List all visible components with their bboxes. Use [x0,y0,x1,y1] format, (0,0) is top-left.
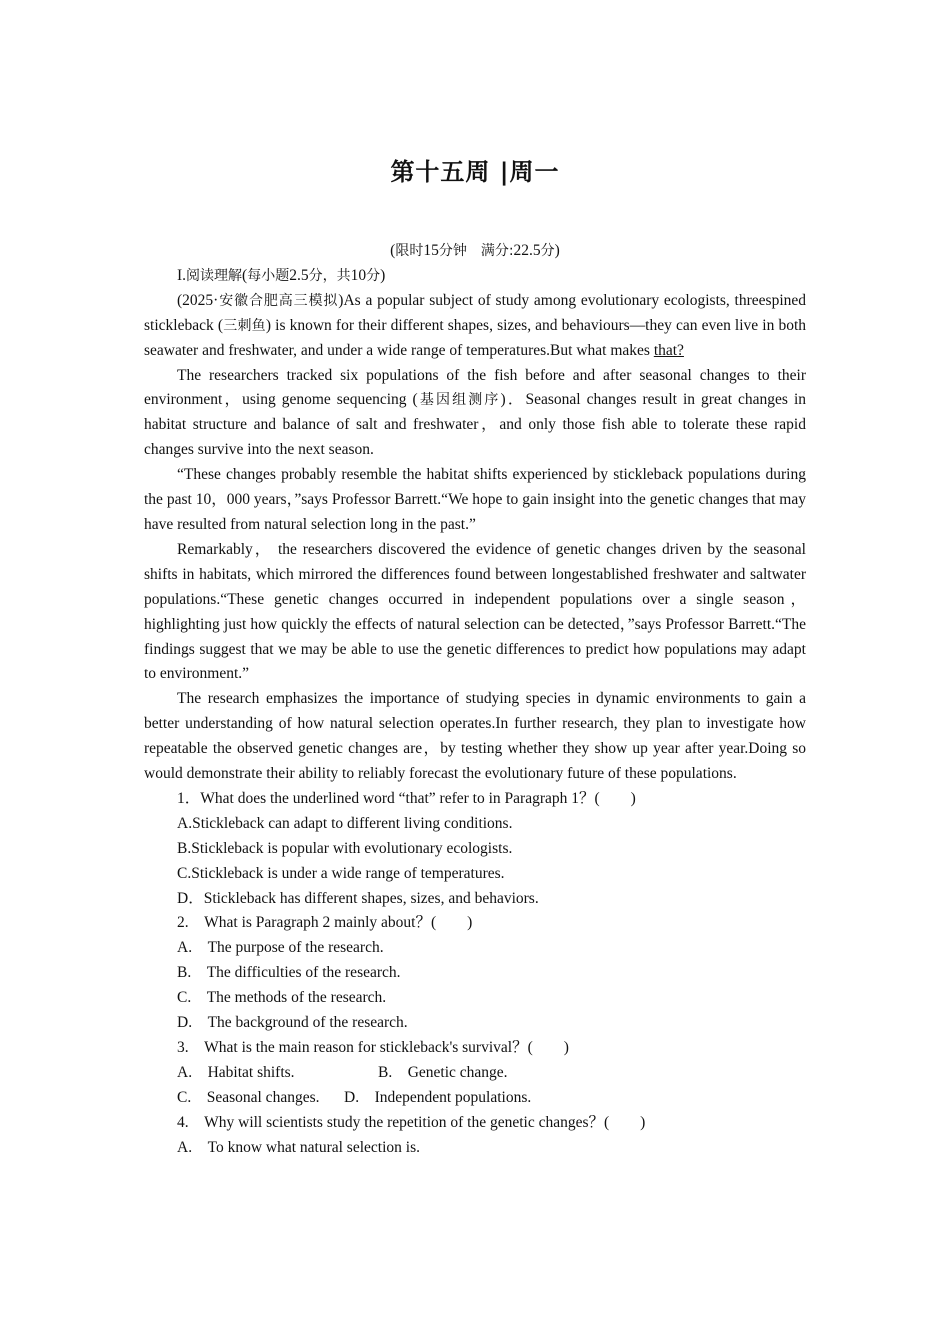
section-note-2: 分，共 [308,267,351,284]
source-year: (2025· [177,291,219,309]
paragraph-text: The researchers tracked six populations of the fish before and after seasonal changes to their environment，using genome sequencing ( [144,366,806,409]
paren-close: ) [380,266,386,284]
section-name: 阅读理解 [186,267,243,284]
points-unit: 分 [366,267,381,284]
gloss-text: 三刺鱼 [222,317,266,334]
score-label: 满分: [466,243,514,259]
question-2-option-a: A. The purpose of the research. [177,939,384,957]
question-1-stem: 1．What does the underlined word “that” refer to in Paragraph 1？( ) [177,789,636,807]
passage-paragraph-4: Remarkably， the researchers discovered the evidence of genetic changes driven by the seasonal shifts in habitats, which mirrored the differences found between longestablished freshwater and saltwater populations.“These genetic changes occurred in independent populations over a single season， highlighting just how quickly the effects of natural selection can be detected，”says Professor Barrett.“The findings suggest that we may be able to use the genetic differences to predict how populations may adapt to environment.” [144,540,806,683]
paren-open: ( [242,266,248,284]
source-close: ) [338,291,344,309]
question-1-option-b: B.Stickleback is popular with evolutionary ecologists. [177,839,513,857]
paragraph-text: )．Seasonal changes result in great changes in habitat structure and balance of salt and freshwater，and only those fish able to tolerate these rapid changes survive into the next season. [144,391,807,459]
passage-paragraph-1 [144,289,806,364]
paren-open: ( [390,242,396,259]
time-limit-line [144,239,806,264]
section-heading [144,264,806,289]
source-name: 安徽合肥高三模拟 [218,292,339,309]
question-4-stem: 4. Why will scientists study the repetition of the genetic changes？( ) [177,1113,646,1131]
worksheet-body [144,239,806,1161]
question-3-option-a: A. Habitat shifts. [177,1063,295,1081]
paren-close: ) [554,242,560,259]
passage-paragraph-3: “These changes probably resemble the habitat shifts experienced by stickleback populations during the past 10，000 years，”says Professor Barrett.“We hope to gain insight into the genetic changes that may have resulted from natural selection long in the past.” [144,466,806,533]
paragraph-text: As a popular subject of study among evolutionary ecologists, threespined stickleback ( [144,291,807,334]
question-1-option-c: C.Stickleback is under a wide range of temperatures. [177,864,505,882]
question-3-stem: 3. What is the main reason for stickleback's survival？( ) [177,1039,569,1056]
gloss-text: 基因组测序 [417,392,501,409]
question-2-stem: 2. What is Paragraph 2 mainly about？( ) [177,914,473,932]
passage-paragraph-5: The research emphasizes the importance of studying species in dynamic environments to gain a better understanding of how natural selection operates.In further research, they plan to investigate how repeatable the observed genetic changes are，by testing whether they show up year after year.Doing so would demonstrate their ability to reliably forecast the evolutionary future of these populations. [144,690,806,783]
question-2-option-d: D. The background of the research. [177,1014,408,1032]
question-3-option-c: C. Seasonal changes. [177,1088,320,1106]
section-note: 每小题 [247,267,290,284]
full-score: 22.5 [513,242,541,259]
question-3-option-b: B. Genetic change. [378,1063,508,1081]
paragraph-text: ) is known for their different shapes, sizes, and behaviours—they can even live in both seawater and freshwater, and under a wide range of temperatures.But what makes [144,316,806,359]
passage-paragraph-2 [144,364,806,464]
page-title: 第十五周 |周一 [390,158,560,186]
question-4-option-a: A. To know what natural selection is. [177,1138,420,1156]
minutes-unit: 分钟 [438,243,467,259]
question-2-option-c: C. The methods of the research. [177,989,387,1007]
question-1-option-d: D．Stickleback has different shapes, sizes, and behaviors. [177,889,539,907]
question-3-option-d: D. Independent populations. [344,1088,532,1106]
points-total: 10 [350,266,367,284]
question-2-option-b: B. The difficulties of the research. [177,964,401,982]
section-number: I. [177,266,187,284]
question-3-options-row-2 [144,1086,806,1111]
question-3-options-row-1 [144,1061,806,1086]
score-unit: 分 [540,243,555,259]
underlined-word: that? [653,341,684,359]
time-minutes: 15 [423,242,439,259]
question-1-option-a: A.Stickleback can adapt to different living conditions. [177,814,513,832]
time-label: 限时 [395,243,424,259]
points-each: 2.5 [289,266,309,284]
